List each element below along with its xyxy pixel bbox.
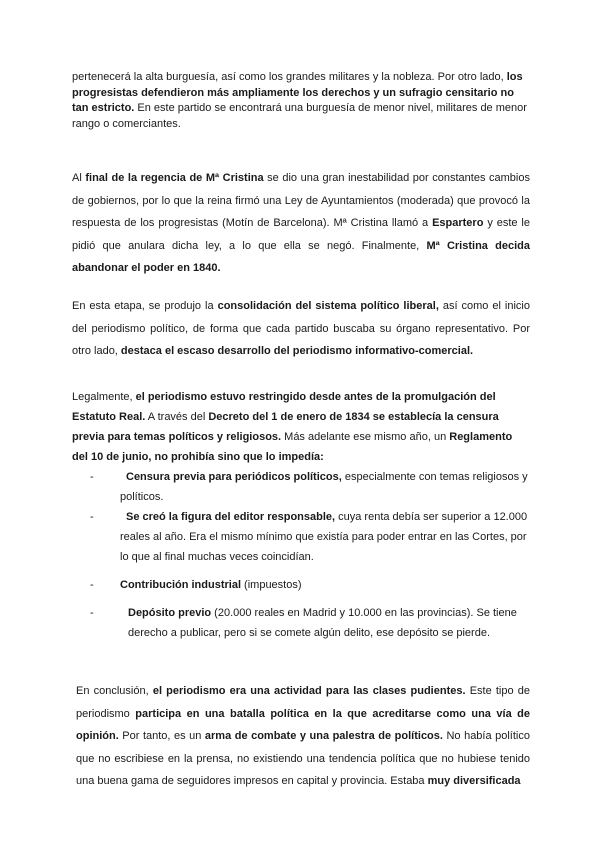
text-run: No había político que no escribiese en la prensa, no existiendo una tendencia política que no hubiese tenido una buena gama de seguidores impresos en capital y provincia. Estaba: [76, 730, 530, 787]
list-dash: -: [90, 579, 94, 591]
text-run-bold: Censura previa para periódicos políticos,: [126, 471, 342, 483]
paragraph-legal: [72, 387, 530, 467]
text-run: En conclusión,: [76, 685, 153, 697]
text-run: (impuestos): [241, 579, 302, 591]
text-run: cuya renta debía ser superior a 12.000 reales al año. Era el mismo mínimo que existía para poder entrar en las Cortes, por lo que al final muchas veces coincidían.: [120, 511, 528, 563]
text-run-bold: el periodismo estuvo restringido desde antes de la promulgación del Estatuto Real.: [72, 391, 496, 423]
text-run-bold: destaca el escaso desarrollo del periodismo informativo-comercial.: [120, 345, 474, 357]
text-run: pertenecerá la alta burguesía, así como los grandes militares y la nobleza. Por otro lado,: [72, 71, 507, 83]
list-dash: -: [90, 607, 94, 619]
list-dash: -: [90, 471, 94, 483]
list-item-text: [120, 575, 530, 595]
text-run-bold: Se creó la figura del editor responsable,: [126, 511, 336, 523]
text-run-bold: Espartero: [432, 217, 484, 229]
text-run-bold: muy diversificada: [427, 775, 521, 787]
text-run: En esta etapa, se produjo la: [72, 300, 218, 312]
text-run-bold: final de la regencia de Mª Cristina: [85, 172, 264, 184]
text-run-bold: participa en una batalla política en la que acreditarse como una vía de opinión.: [76, 707, 531, 742]
text-run: (20.000 reales en Madrid y 10.000 en las provincias). Se tiene derecho a publicar, pero si se comete algún delito, ese depósito se pierde.: [128, 607, 517, 639]
text-run: Legalmente,: [72, 391, 136, 403]
text-run-bold: Mª Cristina decida abandonar el poder en 1840.: [72, 239, 530, 274]
text-run: así como el inicio del periodismo político, de forma que cada partido buscaba su órgano representativo. Por otro lado,: [72, 300, 530, 357]
text-run-bold: arma de combate y una palestra de políticos.: [204, 730, 443, 742]
text-run-bold: Depósito previo: [128, 607, 212, 619]
list-item: [90, 507, 530, 567]
text-run-bold: consolidación del sistema político liberal,: [217, 300, 439, 312]
paragraph-regency-end: [72, 167, 530, 280]
text-run-bold: el periodismo era una actividad para las clases pudientes.: [152, 685, 466, 697]
text-run: Más adelante ese mismo año, un: [281, 431, 450, 443]
text-run: Al: [72, 172, 86, 184]
text-run: A través del: [145, 411, 209, 423]
paragraph-consolidation: [72, 295, 530, 363]
text-run-bold: los progresistas defendieron más ampliamente los derechos y un sufragio censitario no tan estricto.: [72, 71, 523, 114]
text-run: Este tipo de periodismo: [76, 685, 531, 720]
list-item-text: [128, 603, 530, 643]
list-item: [90, 575, 530, 595]
text-run: se dio una gran inestabilidad por constantes cambios de gobiernos, por lo que la reina firmó una Ley de Ayuntamientos (moderada) que provocó la respuesta de los progresistas (Motín de Barcelona). Mª Cristina llamó a: [72, 172, 530, 229]
text-run-bold: Decreto del 1 de enero de 1834 se establecía la censura previa para temas políticos y religiosos.: [72, 411, 499, 443]
text-run: En este partido se encontrará una burguesía de menor nivel, militares de menor rango o comerciantes.: [72, 102, 527, 130]
text-run: Por tanto, es un: [118, 730, 205, 742]
list-item: [90, 603, 530, 643]
paragraph-conclusion: [76, 680, 530, 793]
text-run: y este le pidió que anulara dicha ley, a lo que ella se negó. Finalmente,: [72, 217, 530, 252]
paragraph-parties: [72, 70, 530, 132]
text-run: especialmente con temas religiosos y políticos.: [120, 471, 528, 503]
text-run-bold: Reglamento del 10 de junio, no prohibía sino que lo impedía:: [72, 431, 513, 463]
list-item-text: [120, 467, 530, 507]
list-dash: -: [90, 511, 94, 523]
list-item: [90, 467, 530, 507]
list-item-text: [120, 507, 530, 567]
text-run-bold: Contribución industrial: [120, 579, 241, 591]
